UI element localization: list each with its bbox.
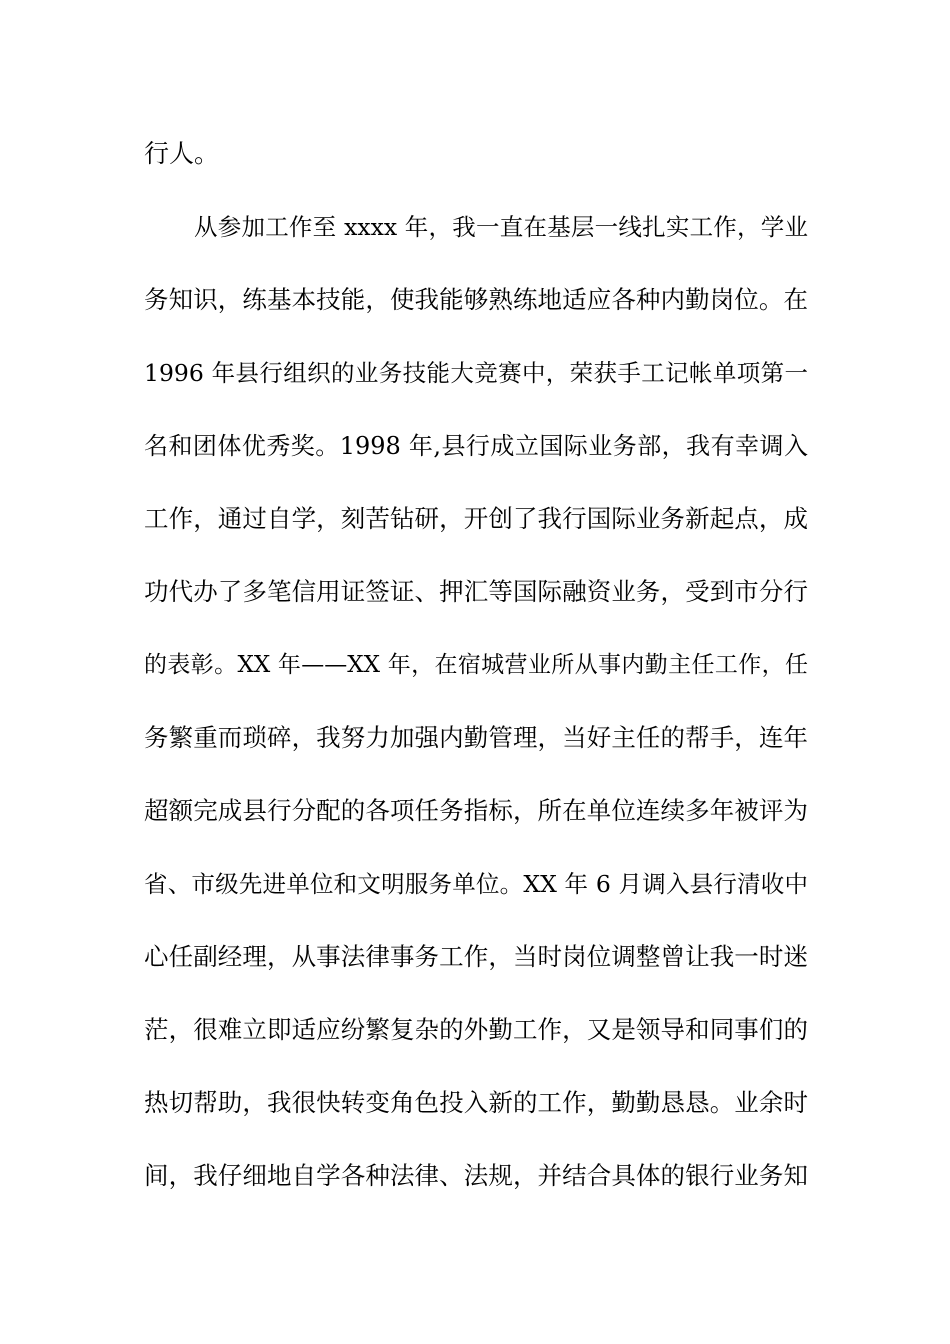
text-line: 1996 年县行组织的业务技能大竞赛中，荣获手工记帐单项第一 <box>144 359 808 387</box>
text-line: 的表彰。XX 年——XX 年，在宿城营业所从事内勤主任工作，任 <box>144 652 808 678</box>
text-line: 务知识，练基本技能，使我能够熟练地适应各种内勤岗位。在 <box>144 285 808 314</box>
text-line: 行人。 <box>144 139 220 168</box>
text-line: 心任副经理，从事法律事务工作，当时岗位调整曾让我一时迷 <box>144 942 808 971</box>
text-line: 热切帮助，我很快转变角色投入新的工作，勤勤恳恳。业余时 <box>144 1088 808 1117</box>
text-line: 功代办了多笔信用证签证、押汇等国际融资业务，受到市分行 <box>144 577 808 606</box>
text-line: 务繁重而琐碎，我努力加强内勤管理，当好主任的帮手，连年 <box>144 723 808 752</box>
text-line: 工作，通过自学，刻苦钻研，开创了我行国际业务新起点，成 <box>144 504 808 533</box>
text-line: 省、市级先进单位和文明服务单位。XX 年 6 月调入县行清收中 <box>144 870 808 898</box>
paragraph-first-line: 从参加工作至 xxxx 年，我一直在基层一线扎实工作，学业 <box>194 213 808 241</box>
text-line: 超额完成县行分配的各项任务指标，所在单位连续多年被评为 <box>144 796 808 825</box>
text-line: 茫，很难立即适应纷繁复杂的外勤工作，又是领导和同事们的 <box>144 1015 808 1044</box>
text-line: 名和团体优秀奖。1998 年,县行成立国际业务部，我有幸调入 <box>144 432 808 460</box>
text-line: 间，我仔细地自学各种法律、法规，并结合具体的银行业务知 <box>144 1161 808 1190</box>
